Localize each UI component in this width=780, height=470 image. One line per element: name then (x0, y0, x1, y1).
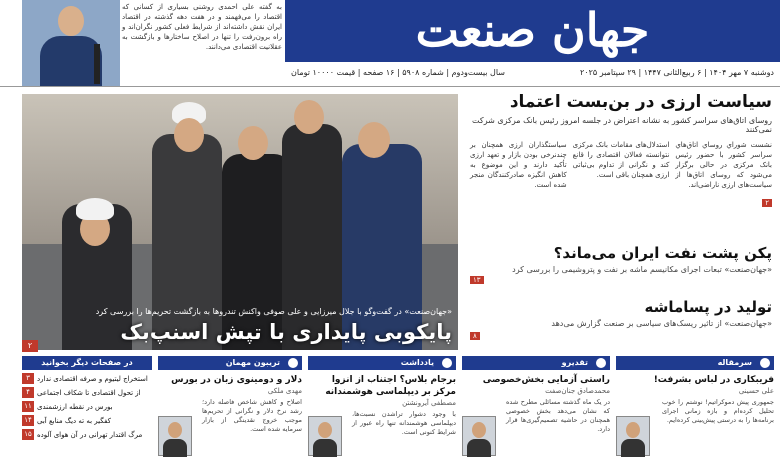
story-china-oil[interactable] (470, 244, 772, 284)
author-photo (462, 416, 496, 456)
top-promo (0, 0, 285, 86)
section-icon (288, 358, 298, 368)
lead-deck: روسای اتاق‌های سراسر کشور به نشانه اعتراض در جلسه امروز رئیس بانک مرکزی شرکت نمی‌کنند (472, 116, 772, 134)
column-text: در یک ماه گذشته مسائلی مطرح شده که نشان می‌دهد بخش خصوصی همچنان در حاشیه تصمیم‌گیری‌ها قرار دارد. (506, 398, 610, 433)
index-item[interactable]: از تحول اقتصادی تا شکاف اجتماعی ۴ (22, 387, 152, 398)
opinion-column[interactable] (616, 356, 774, 470)
promo-photo (22, 0, 120, 86)
figure (282, 124, 342, 350)
section-icon (596, 358, 606, 368)
page-number-badge: ۴ (22, 387, 34, 398)
figure (152, 134, 222, 350)
photo-headline[interactable]: پایکوبی پایداری با تپش اسنپ‌بک (120, 320, 452, 344)
figure-head (238, 126, 268, 160)
date-text: دوشنبه ۷ مهر ۱۴۰۴ | ۶ ربیع‌الثانی ۱۴۴۷ | ۲۹ سپتامبر ۲۰۲۵ (579, 67, 774, 77)
column-title[interactable]: دلار و دومینوی زبان در بورس (171, 375, 302, 385)
index-item[interactable]: مرگ اقتدار تهرانی در آن هوای آلوده ۱۵ (22, 429, 152, 440)
author-photo (308, 416, 342, 456)
opinion-column[interactable] (462, 356, 610, 470)
page-number-badge: ۲ (762, 199, 772, 207)
column-title[interactable]: راستی آزمایی بخش‌خصوصی (482, 375, 610, 385)
column-author: محمدصادق جنان‌صفت (545, 387, 610, 395)
column-author: مهدی ملکی (267, 387, 302, 395)
lead-headline[interactable]: سیاست ارزی در بن‌بست اعتماد (509, 92, 772, 112)
section-header: یادداشت (308, 356, 456, 370)
figure-head (294, 100, 324, 134)
page-number-badge: ۳ (22, 373, 34, 384)
microphone-icon (94, 44, 100, 84)
section-header: تریبون مهمان (158, 356, 302, 370)
story-headline[interactable]: پکن پشت نفت ایران می‌ماند؟ (553, 244, 772, 262)
section-header: سرمقاله (616, 356, 774, 370)
promo-text: به گفته علی احمدی روشنی بسیاری از کسانی که اقتصاد را می‌فهمند و در هفت دهه گذشته در اقتصاد ایران نقش داشته‌اند از شرایط فعلی کشور نگران‌اند و راه برون‌رفت را تنها در اصلاح ساختارها و بازگشت به عقلانیت اقتصادی می‌دانند. (122, 3, 282, 51)
story-deck: «جهان‌صنعت» از تاثیر ریسک‌های سیاسی بر صنعت گزارش می‌دهد (551, 319, 772, 328)
opinion-column[interactable] (308, 356, 456, 470)
opinion-column[interactable] (158, 356, 302, 470)
page-number-badge: ۱۵ (22, 429, 34, 440)
page-number-badge: ۸ (470, 332, 480, 340)
lead-column: استدلال‌های مقامات بانک مرکزی نتوانسته فعالان اقتصادی را قانع کند و نگرانی از تداوم بی‌ثباتی ارزی همچنان باقی است. (572, 141, 670, 179)
story-production[interactable] (470, 298, 772, 340)
column-text: جمهوری پیش دموکراتیم! نوشتم را خوب تحلیل کرده‌ام و بازه زمانی اجرای برنامه‌ها را به درستی پیش‌بینی کرده‌ایم. (662, 398, 774, 424)
section-header: تقدیرو (462, 356, 610, 370)
main-photo[interactable] (22, 94, 458, 350)
lead-story[interactable] (470, 92, 772, 209)
page-number-badge: ۲ (22, 340, 38, 352)
lead-column: نشست شوراي روساي اتاق‌هاي سراسر كشور با حضور رئيس بانک مرکزی در حالی برگزار می‌شود که روسای اتاق‌ها از سیاست‌های ارزی ناراضی‌اند. (675, 141, 772, 189)
turban-icon (76, 198, 114, 220)
person-body (40, 36, 102, 86)
page-number-badge: ۱۳ (470, 276, 484, 284)
author-photo (616, 416, 650, 456)
column-text: با وجود دشوار تراشدن نسبت‌ها، دیپلماسی هوشمندانه تنها راه عبور از شرایط کنونی است. (352, 410, 456, 436)
lead-column: سیاستگذاران ارزی همچنان بر چندنرخی بودن بازار و تعهد ارزی تأکید دارند و این موضوع به کاهش انگیزه صادرکنندگان منجر شده است. (469, 141, 567, 189)
page-number-badge: ۱۱ (22, 401, 34, 412)
lead-columns (470, 140, 772, 190)
index-item[interactable]: کفگیر به ته دیگ منابع آبی ۱۴ (22, 415, 152, 426)
column-author: علی حسینی (738, 387, 774, 395)
photo-caption: «جهان‌صنعت» در گفت‌وگو با جلال میرزایی و علی صوفی واکنش تندروها به بازگشت تحریم‌ها را بررسی کرد (95, 307, 452, 316)
column-text: اصلاح و کاهش شاخص فاصله دارد؛ رشد نرخ دلار و نگرانی از تحریم‌ها موجب خروج نقدینگی از بازار سرمایه شده است. (202, 398, 302, 433)
newspaper-logo: جهان صنعت (285, 0, 780, 62)
column-title[interactable]: برجام بلاس؟ اجتناب از انزوا مرکز بر دیپلماسی هوشمندانه (325, 375, 456, 397)
index-heading: در صفحات دیگر بخوانید (22, 356, 152, 370)
dateline (285, 64, 780, 80)
section-icon (760, 358, 770, 368)
figure-head (174, 118, 204, 152)
page-number-badge: ۱۴ (22, 415, 34, 426)
figure-head (358, 122, 390, 158)
masthead (285, 0, 780, 82)
story-headline[interactable]: تولید در پساماشه (644, 298, 772, 316)
other-pages-index (22, 356, 152, 440)
index-item[interactable]: بورس در نقطه ارزشمندی ۱۱ (22, 401, 152, 412)
author-photo (158, 416, 192, 456)
person-head (58, 6, 84, 36)
column-author: مصطفی آیرونشتن (402, 399, 456, 407)
section-icon (442, 358, 452, 368)
divider (0, 86, 780, 87)
story-deck: «جهان‌صنعت» تبعات اجرای مکانیسم ماشه بر نفت و پتروشیمی را بررسی کرد (512, 265, 772, 274)
column-title[interactable]: فریبکاری در لباس بشرفت! (653, 375, 774, 385)
issue-text: سال بیست‌ودوم | شماره ۵۹۰۸ | ۱۶ صفحه | قیمت ۱۰۰۰۰ تومان (291, 67, 505, 77)
index-item[interactable]: استخراج لیتیوم و صرفه اقتصادی ندارد ۳ (22, 373, 152, 384)
